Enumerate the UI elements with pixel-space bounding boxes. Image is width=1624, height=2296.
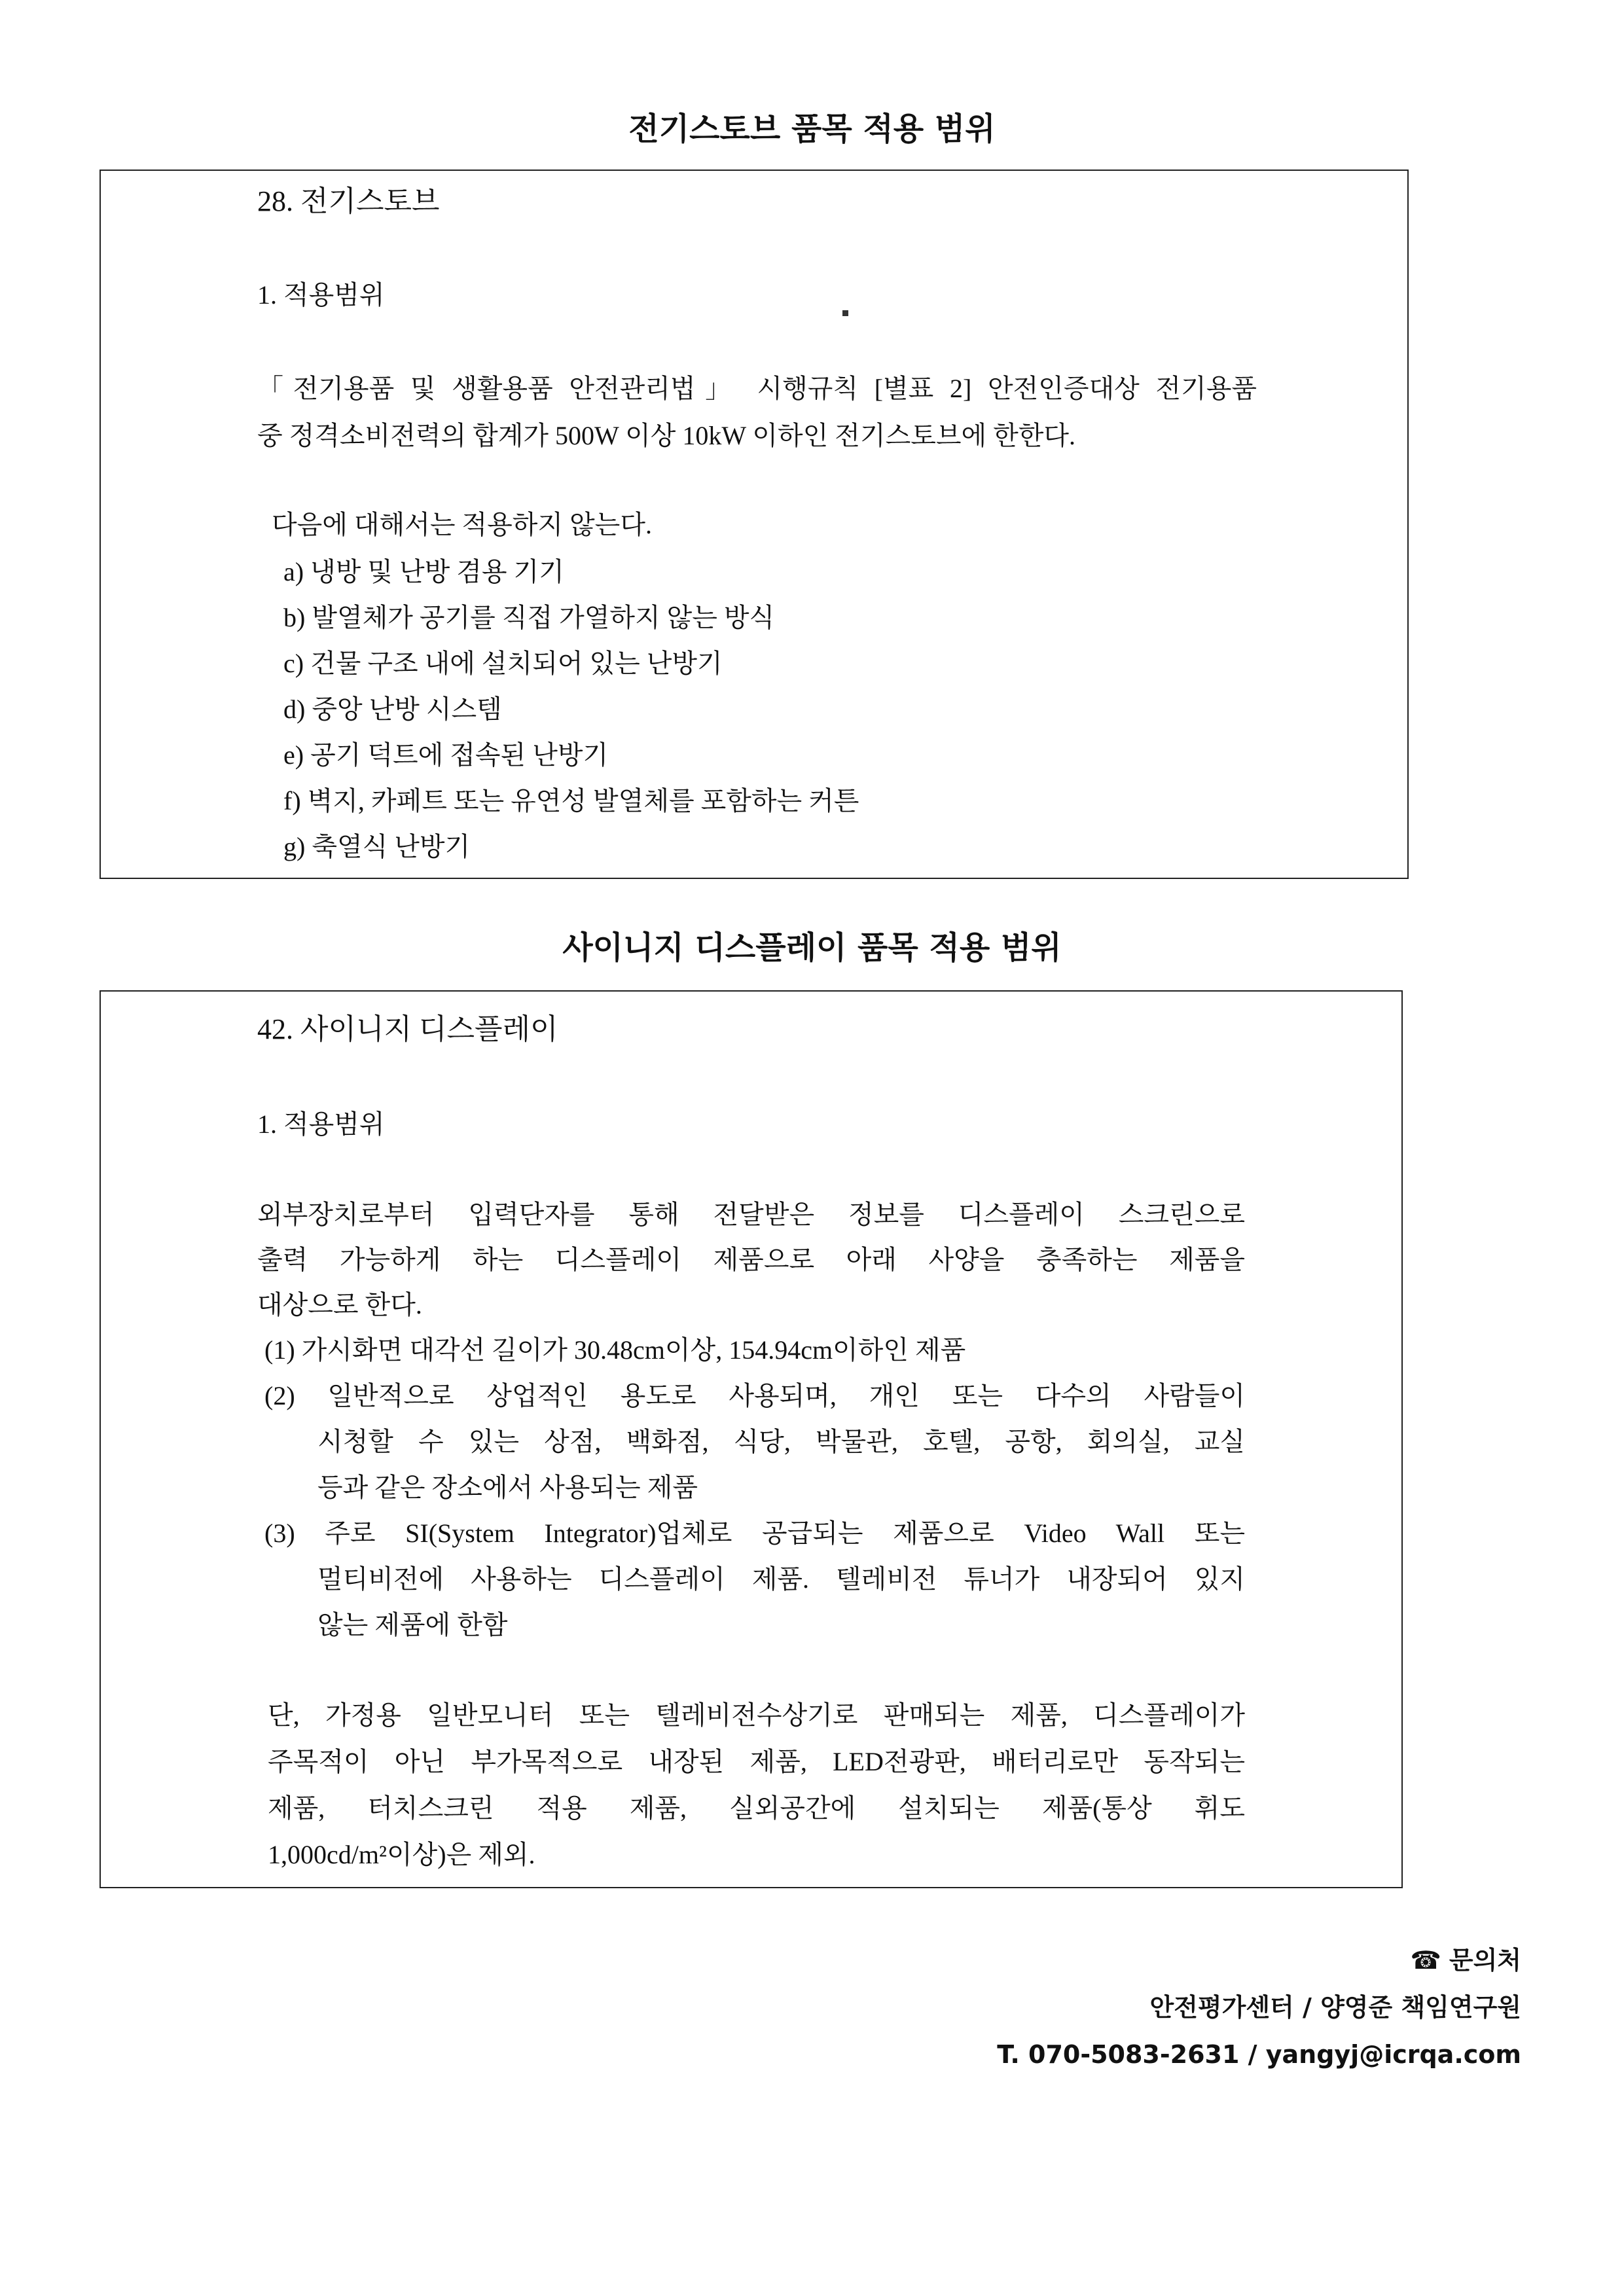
item-title: 28. 전기스토브 [257, 185, 440, 217]
phone-icon: ☎ [1410, 1946, 1441, 1975]
section-heading-signage-display: 사이니지 디스플레이 품목 적용 범위 [562, 929, 1062, 966]
paragraph-line: 출력 가능하게 하는 디스플레이 제품으로 아래 사양을 충족하는 제품을 [257, 1245, 1245, 1274]
criterion-item [264, 1373, 1245, 1511]
criterion-line: (1) 가시화면 대각선 길이가 30.48cm이상, 154.94cm이하인 제품 [264, 1335, 966, 1365]
list-item: f) 벽지, 카페트 또는 유연성 발열체를 포함하는 커튼 [283, 786, 859, 816]
signage-display-scope-box [99, 990, 1403, 1888]
paragraph-line: 1,000cd/m²이상)은 제외. [268, 1840, 535, 1869]
criterion-line: (3) 주로 SI(System Integrator)업체로 공급되는 제품으로 Video Wall 또는 [264, 1518, 1245, 1548]
list-item: d) 중앙 난방 시스템 [283, 694, 502, 724]
list-item: a) 냉방 및 난방 겸용 기기 [283, 557, 564, 586]
section-heading-electric-stove: 전기스토브 품목 적용 범위 [628, 111, 996, 147]
criterion-line: 시청할 수 있는 상점, 백화점, 식당, 박물관, 호텔, 공항, 회의실, 교실 [317, 1427, 1245, 1456]
paragraph-line: 단, 가정용 일반모니터 또는 텔레비전수상기로 판매되는 제품, 디스플레이가 [268, 1700, 1245, 1730]
criterion-line: 않는 제품에 한함 [317, 1610, 508, 1640]
list-item: b) 발열체가 공기를 직접 가열하지 않는 방식 [283, 603, 775, 632]
criterion-item [264, 1327, 1245, 1373]
subsection-title: 1. 적용범위 [257, 1109, 385, 1139]
electric-stove-scope-box [99, 170, 1409, 879]
list-item: e) 공기 덕트에 접속된 난방기 [283, 740, 609, 770]
criterion-line: 멀티비전에 사용하는 디스플레이 제품. 텔레비전 튜너가 내장되어 있지 [317, 1564, 1245, 1594]
exception-paragraph [268, 1692, 1245, 1878]
paragraph-line: 제품, 터치스크린 적용 제품, 실외공간에 설치되는 제품(통상 휘도 [268, 1793, 1245, 1823]
paragraph-line: 외부장치로부터 입력단자를 통해 전달받은 정보를 디스플레이 스크린으로 [257, 1200, 1245, 1229]
criterion-item [264, 1511, 1245, 1648]
applicability-paragraph [257, 1192, 1245, 1327]
criteria-list [264, 1327, 1245, 1648]
criterion-line: (2) 일반적으로 상업적인 용도로 사용되며, 개인 또는 다수의 사람들이 [264, 1381, 1245, 1410]
paragraph-line: 「전기용품 및 생활용품 안전관리법」 시행규칙 [별표 2] 안전인증대상 전기용품 [257, 374, 1257, 403]
list-item: c) 건물 구조 내에 설치되어 있는 난방기 [283, 649, 723, 678]
contact-label-row [997, 1937, 1521, 1984]
contact-block [997, 1937, 1521, 2078]
exclusion-intro: 다음에 대해서는 적용하지 않는다. [272, 510, 652, 539]
paragraph-line: 중 정격소비전력의 합계가 500W 이상 10kW 이하인 전기스토브에 한한다. [257, 421, 1076, 450]
criterion-line: 등과 같은 장소에서 사용되는 제품 [317, 1473, 698, 1502]
stray-dot-mark [842, 310, 848, 316]
contact-label: 문의처 [1449, 1946, 1521, 1975]
contact-department-person: 안전평가센터 / 양영준 책임연구원 [1149, 1993, 1521, 2022]
paragraph-line: 대상으로 한다. [257, 1290, 422, 1319]
item-title: 42. 사이니지 디스플레이 [257, 1013, 558, 1045]
exclusion-list [283, 549, 1331, 870]
applicability-paragraph [257, 365, 1257, 459]
subsection-title: 1. 적용범위 [257, 280, 385, 310]
contact-phone-email: T. 070-5083-2631 / yangyj@icrqa.com [997, 2040, 1521, 2069]
paragraph-line: 주목적이 아닌 부가목적으로 내장된 제품, LED전광판, 배터리로만 동작되는 [268, 1747, 1245, 1776]
list-item: g) 축열식 난방기 [283, 832, 471, 861]
